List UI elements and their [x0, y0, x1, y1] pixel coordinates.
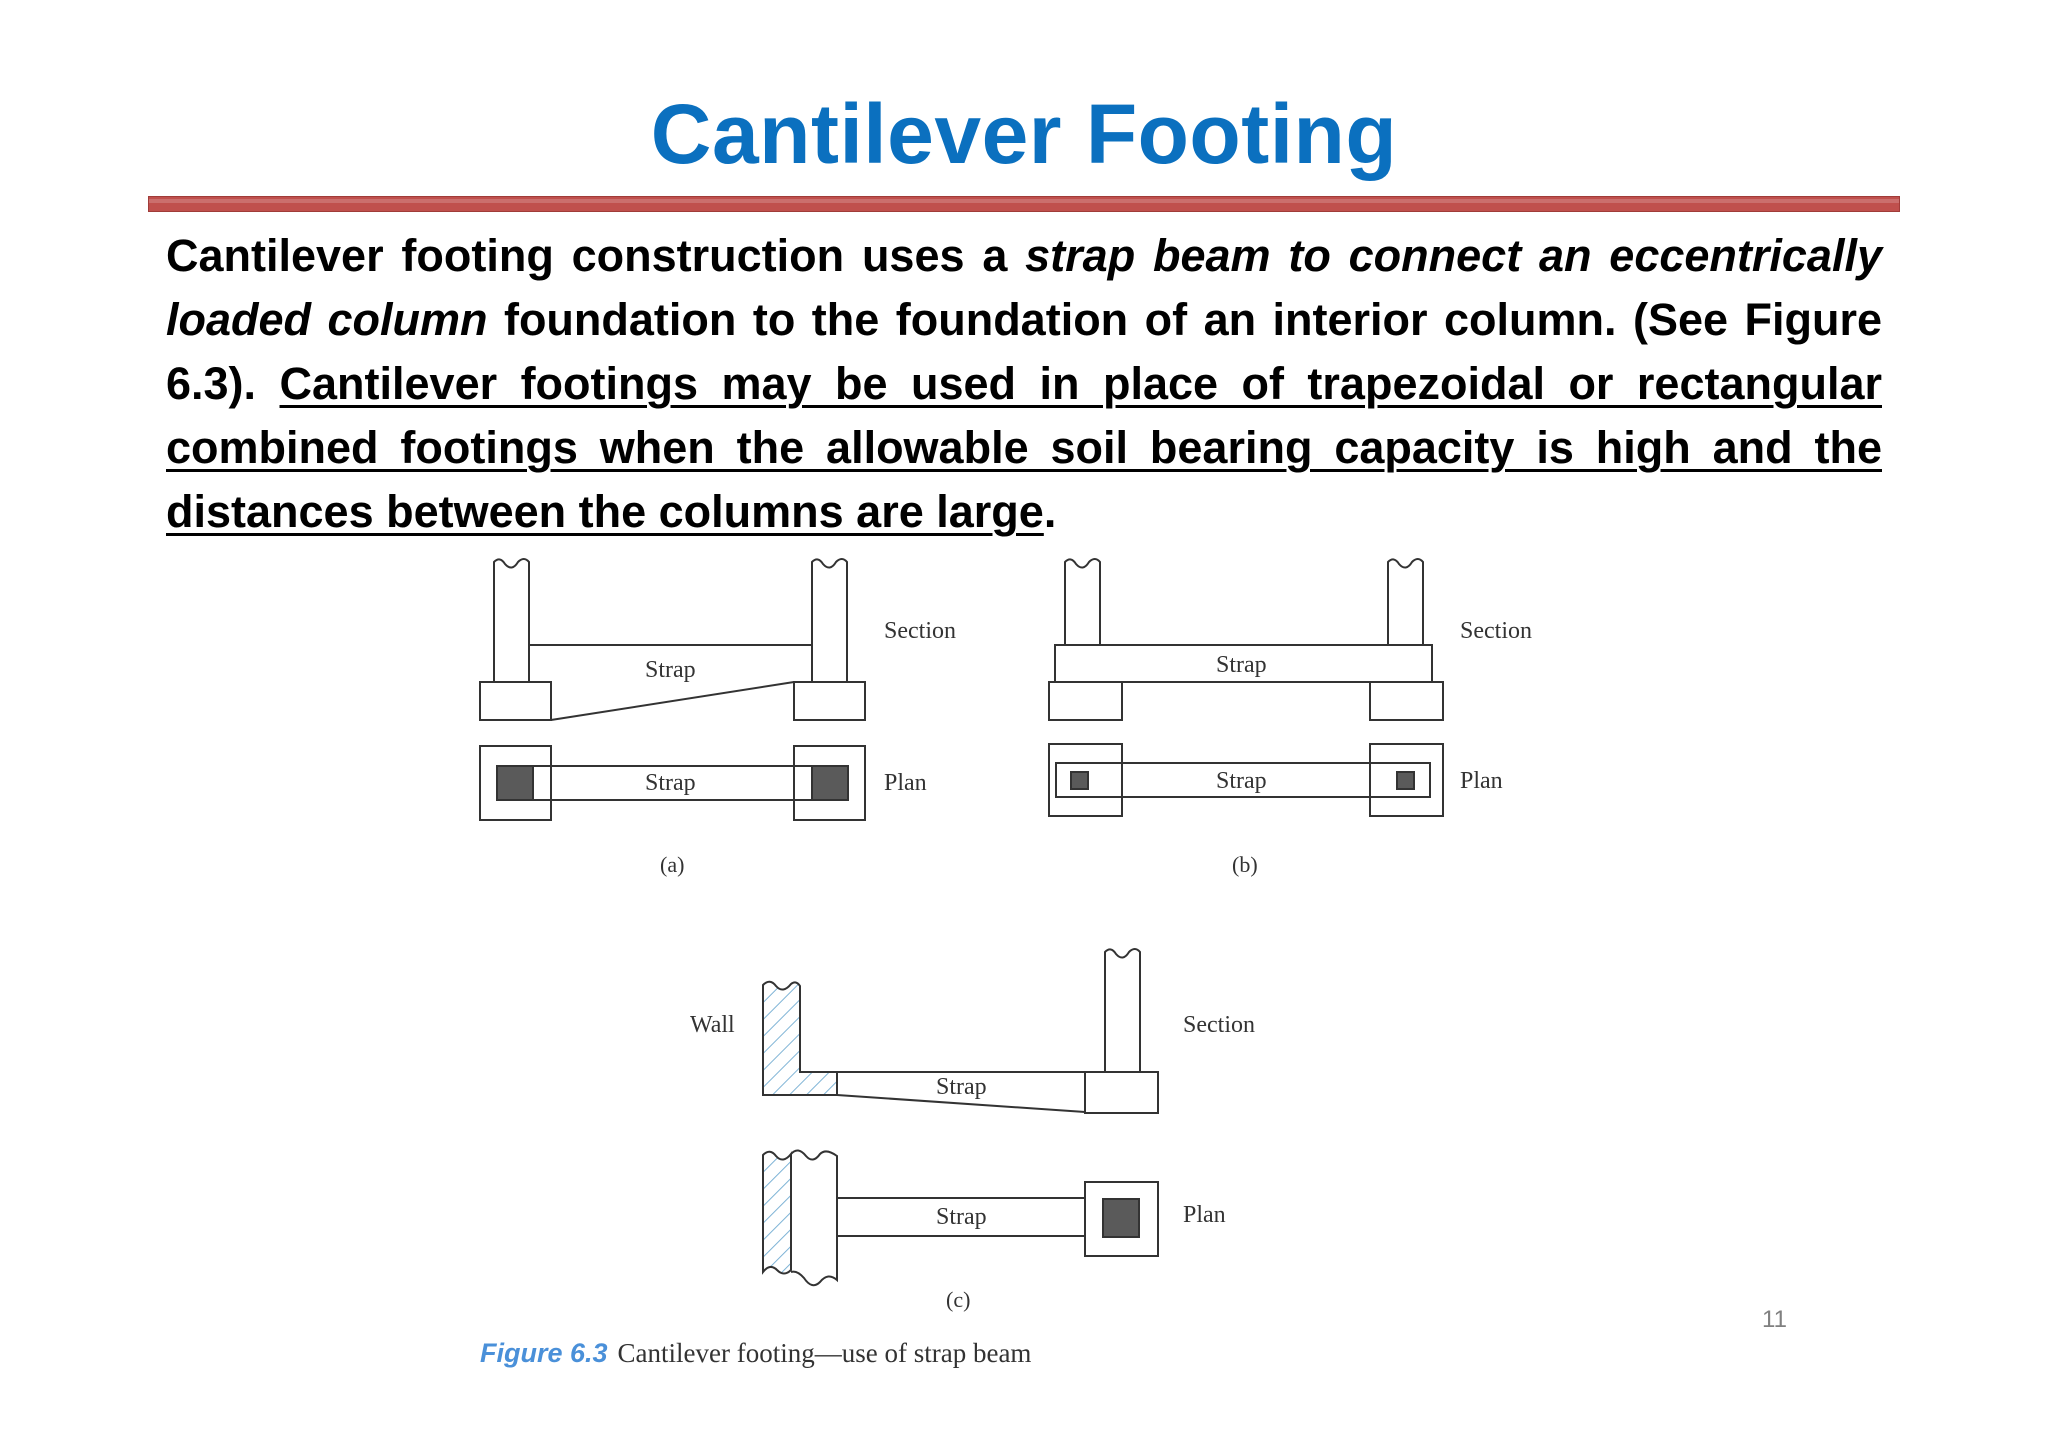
panel-a-strap-bottom [551, 682, 794, 720]
panel-c-wall-label: Wall [690, 1012, 735, 1038]
page-number: 11 [1762, 1306, 1787, 1333]
panel-b-label: (b) [1232, 852, 1258, 877]
panel-c-plan-label: Plan [1183, 1202, 1226, 1228]
paragraph-italic-phrase: strap beam to connect an eccentrically loaded column [166, 230, 1882, 345]
paragraph-middle: foundation to the foundation of an interior column. (See Figure 6.3). [166, 294, 1883, 409]
panel-c [763, 949, 1158, 1285]
panel-a-section-label: Section [884, 618, 956, 644]
panel-c-wall-section [763, 982, 837, 1095]
panel-c-strap-plan-label: Strap [936, 1204, 987, 1230]
panel-b-section-label: Section [1460, 618, 1532, 644]
panel-b-plan-left-column [1071, 772, 1088, 789]
panel-c-plan-column [1103, 1199, 1139, 1237]
paragraph-intro: Cantilever footing construction uses a [166, 230, 1026, 281]
panel-b-left-column [1065, 559, 1100, 645]
panel-b-right-column [1388, 559, 1423, 645]
paragraph-end: . [1043, 486, 1057, 537]
slide-title: Cantilever Footing [650, 87, 1398, 181]
paragraph-underlined-statement: Cantilever footings may be used in place of trapezoidal or rectangular combined footings when the allowable soil bearing capacity is high and the distances between the columns are large [166, 358, 1882, 537]
panel-b-strap-plan-label: Strap [1216, 768, 1267, 794]
panel-a-right-footing [794, 682, 865, 720]
panel-c-strap-section-label: Strap [936, 1074, 987, 1100]
panel-b-right-footing [1370, 682, 1443, 720]
panel-b-plan-label: Plan [1460, 768, 1503, 794]
panel-c-label: (c) [946, 1287, 971, 1312]
figure-caption [480, 1338, 1031, 1369]
panel-c-column [1105, 949, 1140, 1072]
panel-c-plan-wall [763, 1152, 791, 1274]
panel-a-strap-section-label: Strap [645, 657, 696, 683]
panel-c-footing [1085, 1072, 1158, 1113]
panel-a-left-footing [480, 682, 551, 720]
figure-caption-label: Figure 6.3 [480, 1338, 608, 1368]
panel-a-plan-left-column [497, 766, 533, 800]
panel-a-plan-right-column [812, 766, 848, 800]
panel-b-left-footing [1049, 682, 1122, 720]
panel-a-right-column [812, 559, 847, 682]
panel-c-section-label: Section [1183, 1012, 1255, 1038]
panel-a-left-column [494, 559, 529, 682]
panel-a-plan-label: Plan [884, 770, 927, 796]
figure-caption-text: Cantilever footing—use of strap beam [617, 1338, 1032, 1368]
panel-a-label: (a) [660, 852, 685, 877]
panel-c-plan-wall-edge [791, 1150, 837, 1285]
panel-a-strap-plan-label: Strap [645, 770, 696, 796]
panel-b-strap-section-label: Strap [1216, 652, 1267, 678]
panel-b-plan-right-column [1397, 772, 1414, 789]
